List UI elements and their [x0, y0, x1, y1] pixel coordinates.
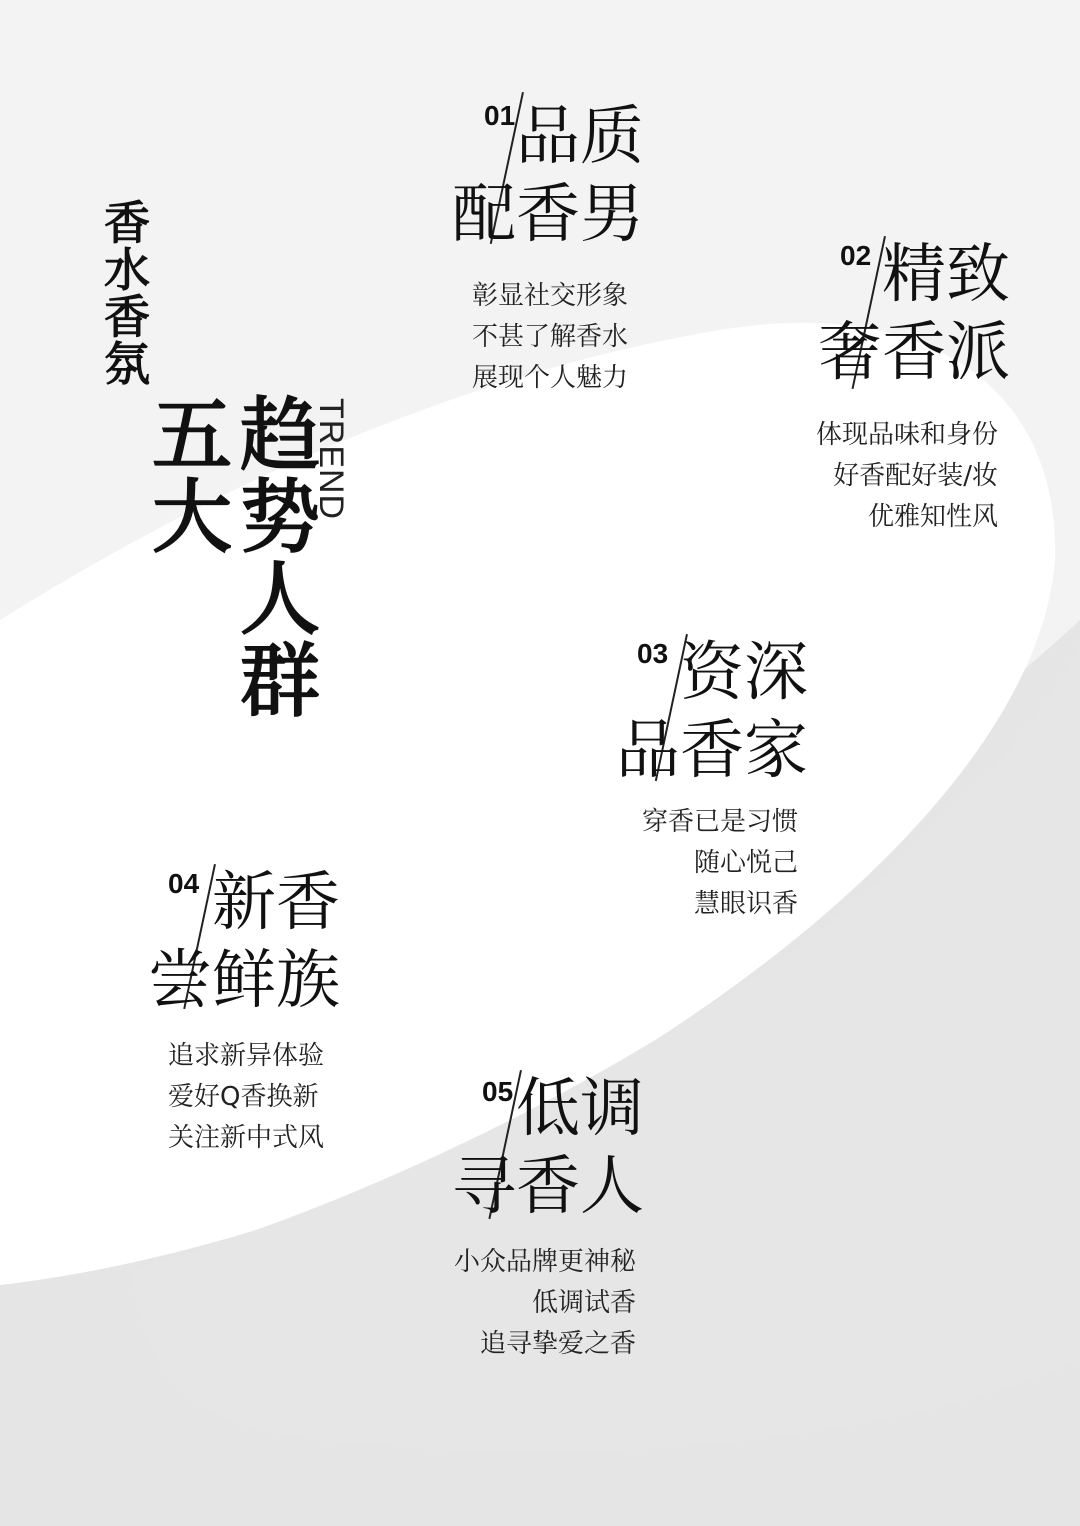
item-title — [588, 634, 808, 790]
item-desc-line: 穿香已是习惯 — [641, 807, 798, 837]
item-title-line: 品质 — [516, 100, 644, 174]
title-column-2 — [240, 389, 320, 728]
item-title — [424, 1070, 644, 1226]
subtitle-char: 香 — [104, 290, 150, 344]
item-number: 02 — [840, 240, 872, 271]
item-desc-line: 展现个人魅力 — [472, 363, 629, 393]
title-char: 势 — [240, 471, 320, 564]
title-char: 人 — [240, 553, 320, 646]
item-desc-line: 爱好Q香换新 — [168, 1082, 319, 1112]
item-title-line: 资深 — [680, 636, 808, 710]
item-title-line: 低调 — [516, 1072, 644, 1146]
item-desc-line: 关注新中式风 — [168, 1123, 325, 1153]
item-desc-line: 追求新异体验 — [168, 1041, 325, 1071]
item-desc-line: 优雅知性风 — [867, 502, 998, 532]
item-title-line: 品香家 — [616, 714, 808, 788]
item-description — [454, 1242, 636, 1365]
subtitle-vertical — [104, 196, 150, 391]
item-desc-line: 不甚了解香水 — [472, 322, 629, 352]
item-number: 03 — [637, 638, 669, 669]
item-title-line: 配香男 — [452, 178, 644, 252]
item-title-line: 新香 — [212, 866, 340, 940]
item-desc-line: 慧眼识香 — [693, 889, 798, 919]
item-number: 05 — [482, 1076, 514, 1107]
item-title — [790, 236, 1010, 392]
item-desc-line: 低调试香 — [531, 1288, 636, 1318]
item-title — [424, 98, 644, 254]
item-title-line: 奢香派 — [818, 316, 1010, 390]
title-column-1 — [152, 389, 232, 564]
subtitle-char: 水 — [104, 243, 150, 297]
item-description — [816, 415, 998, 538]
title-char: 大 — [152, 471, 232, 564]
title-char: 五 — [152, 389, 232, 482]
item-description — [168, 1036, 324, 1159]
item-title — [120, 864, 340, 1020]
item-desc-line: 随心悦己 — [693, 848, 798, 878]
item-description — [472, 276, 628, 399]
item-desc-line: 好香配好装/妆 — [833, 461, 998, 491]
title-char: 群 — [240, 635, 320, 728]
item-description — [642, 802, 798, 925]
item-desc-line: 彰显社交形象 — [472, 281, 629, 311]
item-title-line: 寻香人 — [452, 1150, 644, 1224]
item-number: 01 — [484, 100, 516, 131]
item-desc-line: 体现品味和身份 — [815, 420, 998, 450]
item-desc-line: 小众品牌更神秘 — [453, 1247, 636, 1277]
item-number: 04 — [168, 868, 200, 899]
title-char: 趋 — [240, 389, 320, 482]
subtitle-char: 香 — [104, 196, 150, 250]
item-title-line: 精致 — [882, 238, 1010, 312]
item-desc-line: 追寻挚爱之香 — [479, 1329, 636, 1359]
item-title-line: 尝鲜族 — [148, 944, 340, 1018]
trend-label: TREND — [312, 398, 350, 521]
subtitle-char: 氛 — [104, 337, 150, 391]
